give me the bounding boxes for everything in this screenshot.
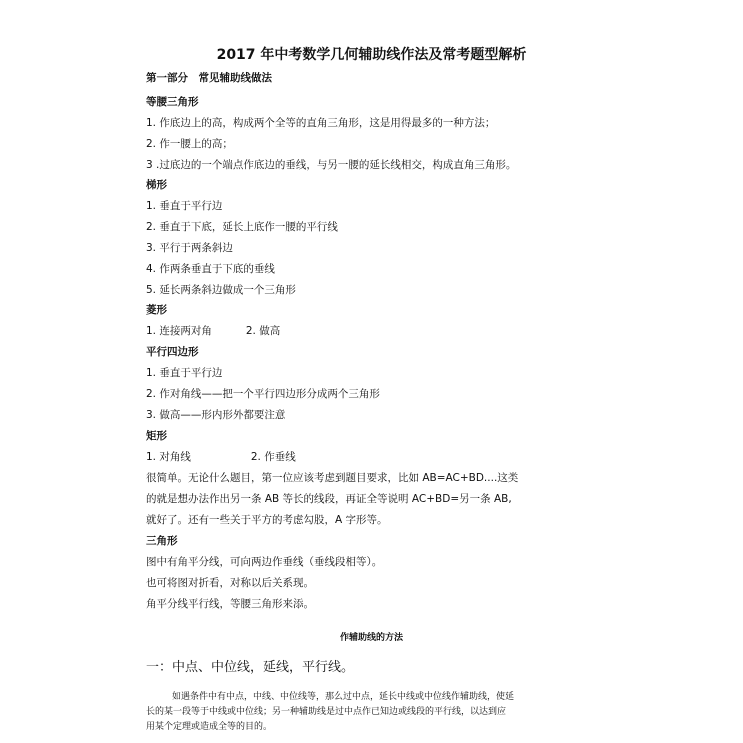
list-row [146, 450, 296, 464]
paragraph-line: 的就是想办法作出另一条 AB 等长的线段，再证全等说明 AC+BD=另一条 AB, [146, 493, 512, 505]
list-item: 3. 做高——形内形外都要注意 [146, 409, 286, 421]
list-item: 2. 作对角线——把一个平行四边形分成两个三角形 [146, 388, 380, 400]
list-item: 角平分线平行线，等腰三角形来添。 [146, 598, 314, 610]
list-item: 3 .过底边的一个端点作底边的垂线，与另一腰的延长线相交，构成直角三角形。 [146, 159, 517, 171]
list-item: 1. 垂直于平行边 [146, 200, 223, 212]
section-heading-rectangle: 矩形 [146, 430, 167, 442]
section-heading-rhombus: 菱形 [146, 304, 167, 316]
list-item: 1. 对角线 [146, 451, 191, 463]
list-item: 图中有角平分线，可向两边作垂线（垂线段相等）。 [146, 556, 383, 568]
list-row [146, 324, 280, 338]
list-item: 2. 垂直于下底，延长上底作一腰的平行线 [146, 221, 338, 233]
document-title: 2017 年中考数学几何辅助线作法及常考题型解析 [216, 47, 527, 63]
list-item: 4. 作两条垂直于下底的垂线 [146, 263, 275, 275]
list-item: 也可将图对折看，对称以后关系现。 [146, 577, 314, 589]
list-item: 5. 延长两条斜边做成一个三角形 [146, 284, 296, 296]
section-heading-trapezoid: 梯形 [146, 179, 167, 191]
paragraph-line: 就好了。还有一些关于平方的考虑勾股，A 字形等。 [146, 514, 388, 526]
list-item: 1. 连接两对角 [146, 325, 212, 337]
method-heading: 作辅助线的方法 [339, 633, 403, 643]
section-heading-parallelogram: 平行四边形 [146, 346, 199, 358]
list-item: 2. 做高 [245, 325, 281, 337]
list-item: 1. 垂直于平行边 [146, 367, 223, 379]
paragraph-line: 长的某一段等于中线或中位线；另一种辅助线是过中点作已知边或线段的平行线，以达到应 [146, 707, 507, 717]
part1-heading: 第一部分 常见辅助线做法 [146, 72, 272, 84]
section-heading-triangle: 三角形 [146, 535, 178, 547]
paragraph-line: 用某个定理或造成全等的目的。 [146, 722, 273, 732]
section-heading-isosceles: 等腰三角形 [146, 96, 199, 108]
paragraph-line: 很简单。无论什么题目，第一位应该考虑到题目要求，比如 AB=AC+BD....这类 [146, 472, 519, 484]
paragraph-line: 如遇条件中有中点，中线、中位线等，那么过中点，延长中线或中位线作辅助线，使延 [172, 692, 515, 702]
list-item: 2. 作一腰上的高； [146, 138, 233, 150]
list-item: 1. 作底边上的高，构成两个全等的直角三角形，这是用得最多的一种方法； [146, 117, 496, 129]
list-item: 3. 平行于两条斜边 [146, 242, 233, 254]
list-item: 2. 作垂线 [250, 451, 296, 463]
method1-title: 一：中点、中位线，延线，平行线。 [146, 660, 355, 675]
